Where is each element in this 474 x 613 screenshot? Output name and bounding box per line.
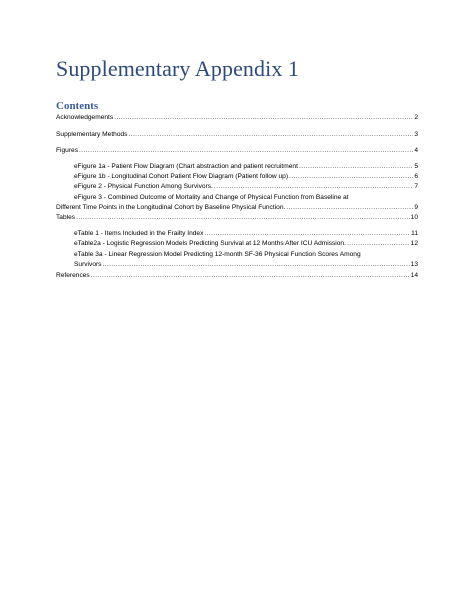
- toc-entry-tables[interactable]: [56, 214, 418, 222]
- toc-entry-etable-1[interactable]: [74, 230, 418, 238]
- toc-leader-dots: [79, 147, 413, 155]
- toc-entry-page: 4: [414, 147, 418, 154]
- toc-entry-efigure-2[interactable]: [74, 183, 418, 191]
- toc-entry-etable-3a[interactable]: [74, 261, 418, 269]
- toc-entry-page: 10: [410, 214, 418, 221]
- toc-entry-page: 2: [414, 114, 418, 121]
- document-title: Supplementary Appendix 1: [56, 56, 300, 81]
- toc-entry-etable-3a-line1[interactable]: eTable 3a - Linear Regression Model Predicting 12-month SF-36 Physical Function Scores Among: [74, 251, 361, 258]
- toc-entry-label: References: [56, 272, 90, 279]
- toc-entry-page: 13: [410, 261, 418, 268]
- toc-leader-dots: [299, 163, 413, 171]
- toc-entry-page: 3: [414, 131, 418, 138]
- contents-heading: Contents: [56, 100, 99, 112]
- toc-leader-dots: [289, 173, 413, 181]
- toc-entry-label: Figures: [56, 147, 78, 154]
- toc-entry-label: eFigure 1a - Patient Flow Diagram (Chart abstraction and patient recruitment: [74, 163, 298, 170]
- toc-entry-page: 9: [414, 204, 418, 211]
- toc-entry-references[interactable]: [56, 272, 418, 280]
- toc-entry-page: 11: [411, 230, 418, 237]
- toc-leader-dots: [102, 261, 409, 269]
- toc-entry-acknowledgements[interactable]: [56, 114, 418, 122]
- toc-entry-label: Acknowledgements: [56, 114, 114, 121]
- toc-entry-page: 6: [414, 173, 418, 180]
- toc-leader-dots: [286, 204, 413, 212]
- toc-entry-page: 5: [414, 163, 418, 170]
- toc-entry-label: Tables: [56, 214, 76, 221]
- toc-entry-efigure-1b[interactable]: [74, 173, 418, 181]
- toc-entry-page: 7: [414, 183, 418, 190]
- toc-leader-dots: [91, 272, 410, 280]
- toc-leader-dots: [204, 230, 410, 238]
- toc-entry-label: Different Time Points in the Longitudinal Cohort by Baseline Physical Function.: [56, 204, 286, 211]
- toc-leader-dots: [114, 114, 413, 122]
- toc-entry-methods[interactable]: [56, 131, 418, 139]
- toc-entry-efigure-3-line1[interactable]: eFigure 3 - Combined Outcome of Mortality and Change of Physical Function from Baseline at: [74, 194, 349, 201]
- toc-entry-etable-2a[interactable]: [74, 240, 418, 248]
- toc-entry-efigure-1a[interactable]: [74, 163, 418, 171]
- toc-leader-dots: [128, 131, 413, 139]
- toc-entry-label: Supplementary Methods: [56, 131, 128, 138]
- toc-entry-label: Survivors: [74, 261, 102, 268]
- toc-leader-dots: [76, 214, 410, 222]
- toc-leader-dots: [214, 183, 413, 191]
- toc-entry-label: eTable2a - Logistic Regression Models Predicting Survival at 12 Months After ICU Admission.: [74, 240, 346, 247]
- toc-leader-dots: [347, 240, 410, 248]
- toc-entry-label: eFigure 1b - Longitudinal Cohort Patient Flow Diagram (Patient follow up): [74, 173, 289, 180]
- toc-entry-page: 12: [410, 240, 418, 247]
- toc-entry-label: eTable 1 - Items Included in the Frailty Index: [74, 230, 204, 237]
- toc-entry-label: eFigure 2 - Physical Function Among Survivors.: [74, 183, 213, 190]
- toc-entry-page: 14: [410, 272, 418, 279]
- toc-entry-figures[interactable]: [56, 147, 418, 155]
- toc-entry-efigure-3[interactable]: [56, 204, 418, 212]
